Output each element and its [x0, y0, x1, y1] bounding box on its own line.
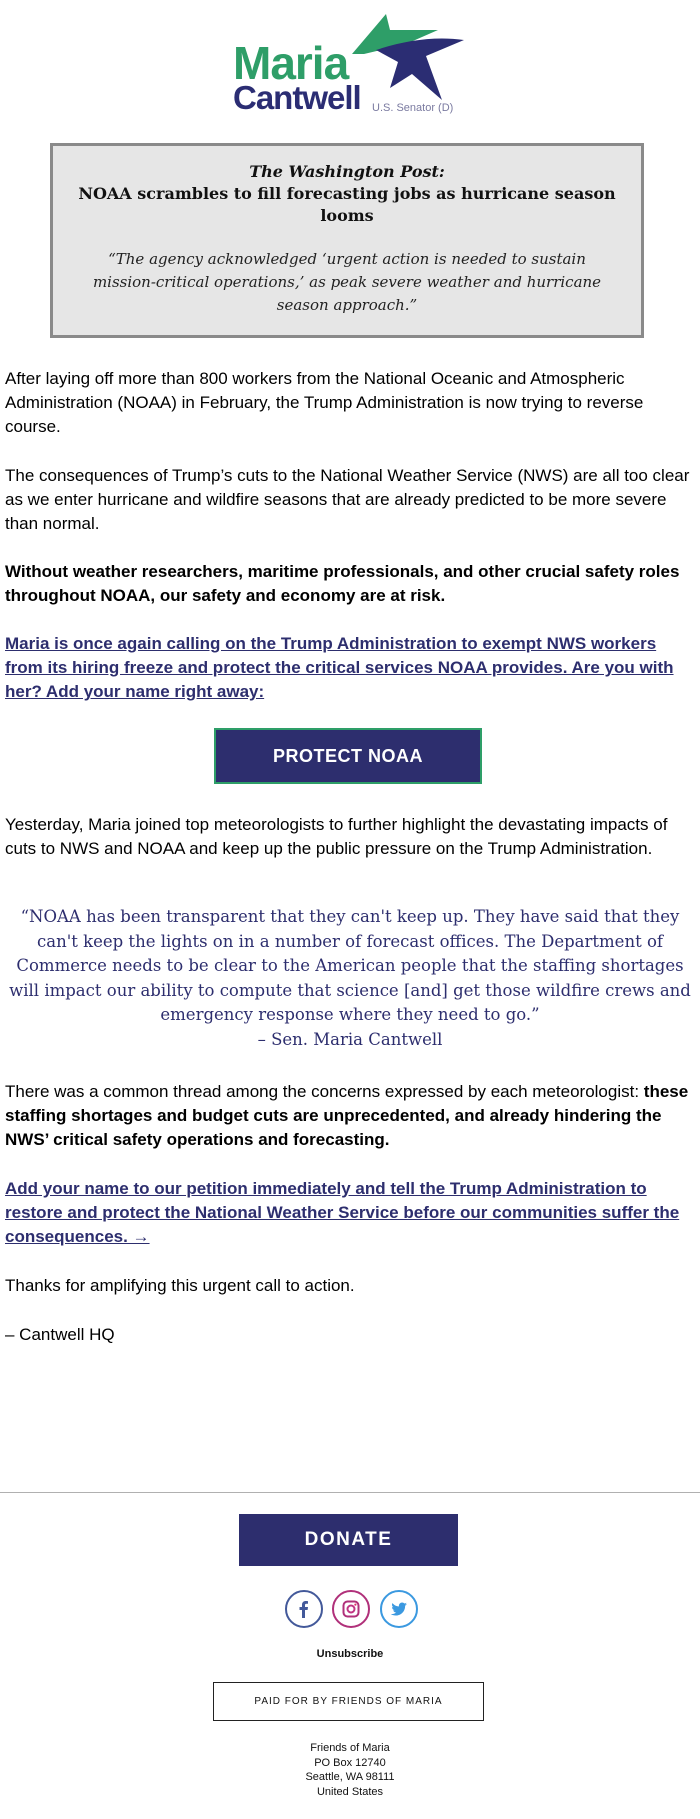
campaign-logo: [226, 10, 466, 115]
address-line-3: Seattle, WA 98111: [305, 1771, 395, 1783]
press-quote-box: [50, 143, 644, 338]
twitter-icon: [389, 1599, 409, 1619]
mailing-address: [0, 1741, 700, 1799]
press-headline: NOAA scrambles to fill forecasting jobs as hurricane season looms: [78, 184, 616, 225]
common-thread-bold: these staffing shortages and budget cuts are unprecedented, and already hindering the NWS’ critical safety operations and forecasting.: [5, 1082, 689, 1149]
footer-divider: [0, 1492, 700, 1493]
paragraph-petition: [5, 1177, 695, 1249]
paid-for-disclaimer: PAID FOR BY FRIENDS OF MARIA: [213, 1682, 484, 1721]
facebook-icon: [294, 1599, 314, 1619]
signoff: – Cantwell HQ: [5, 1325, 115, 1344]
address-line-1: Friends of Maria: [310, 1742, 390, 1754]
donate-button[interactable]: DONATE: [239, 1514, 458, 1566]
address-line-2: PO Box 12740: [314, 1756, 386, 1769]
instagram-icon: [341, 1599, 361, 1619]
paragraph-common-thread: [5, 1080, 695, 1152]
paragraph-risk-bold: Without weather researchers, maritime professionals, and other crucial safety roles throughout NOAA, our safety and economy are at risk.: [5, 562, 680, 605]
common-thread-text: There was a common thread among the concerns expressed by each meteorologist:: [5, 1082, 644, 1101]
senator-quote-attribution: – Sen. Maria Cantwell: [257, 1029, 443, 1049]
protect-noaa-button[interactable]: PROTECT NOAA: [214, 728, 482, 784]
paragraph-layoffs: After laying off more than 800 workers from the National Oceanic and Atmospheric Administration (NOAA) in February, the Trump Administration is now trying to reverse course.: [5, 369, 644, 436]
senator-quote-text: “NOAA has been transparent that they can't keep up. They have said that they can't keep the lights on in a number of forecast offices. The Department of Commerce needs to be clear to the American people that the staffing shortages will impact our ability to compute that science [and] get those wildfire crews and emergency response where they need to go.”: [9, 907, 691, 1024]
petition-link-1[interactable]: Maria is once again calling on the Trump Administration to exempt NWS workers from its hiring freeze and protect the critical services NOAA provides. Are you with her? Add your name right away:: [5, 634, 674, 701]
instagram-link[interactable]: [332, 1590, 370, 1628]
press-source: The Washington Post:: [249, 162, 445, 181]
logo-subtitle: U.S. Senator (D): [372, 102, 454, 114]
paragraph-call-to-action: [5, 632, 695, 704]
senator-quote: [5, 905, 695, 1052]
facebook-link[interactable]: [285, 1590, 323, 1628]
petition-link-2[interactable]: Add your name to our petition immediately and tell the Trump Administration to restore and protect the National Weather Service before our communities suffer the consequences. →: [5, 1179, 680, 1246]
press-quote: “The agency acknowledged ‘urgent action is needed to sustain mission-critical operations,’ as peak severe weather and hurricane season approach.”: [92, 250, 602, 314]
twitter-link[interactable]: [380, 1590, 418, 1628]
unsubscribe-link[interactable]: Unsubscribe: [316, 1648, 384, 1660]
logo-first-name: Maria: [233, 37, 349, 89]
logo-last-name: Cantwell: [233, 79, 361, 116]
paragraph-thanks: Thanks for amplifying this urgent call to action.: [5, 1276, 355, 1295]
star-swoosh-icon: [346, 10, 466, 100]
address-line-4: United States: [316, 1785, 384, 1798]
paragraph-consequences: The consequences of Trump’s cuts to the National Weather Service (NWS) are all too clear as we enter hurricane and wildfire seasons that are already predicted to be more severe than normal.: [5, 466, 690, 533]
paragraph-meteorologists: Yesterday, Maria joined top meteorologists to further highlight the devastating impacts of cuts to NWS and NOAA and keep up the public pressure on the Trump Administration.: [5, 815, 668, 858]
paragraph-risk: [5, 560, 695, 608]
